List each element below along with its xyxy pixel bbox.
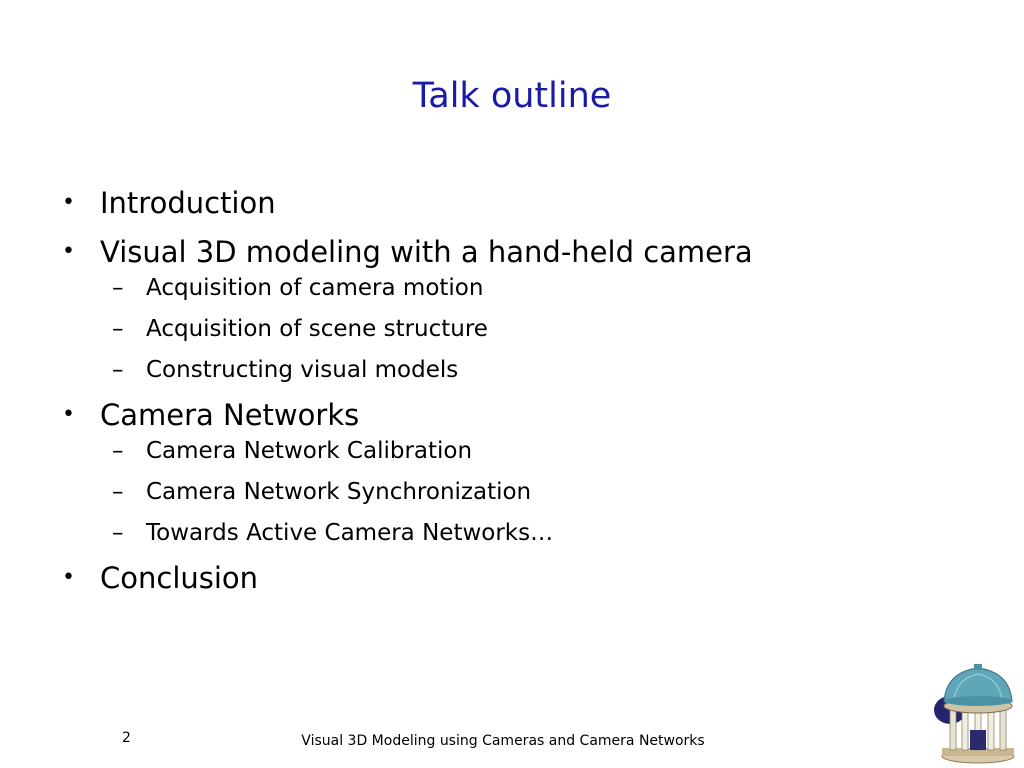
bullet-icon: • <box>62 239 75 264</box>
sub-item-label: Acquisition of scene structure <box>146 316 488 342</box>
sub-item-synchronization <box>100 477 978 507</box>
sub-item-label: Constructing visual models <box>146 357 459 383</box>
sub-item-label: Towards Active Camera Networks… <box>146 520 554 546</box>
sub-item-scene-structure <box>100 314 978 344</box>
bullet-icon: • <box>62 565 75 590</box>
outline-item-label: Visual 3D modeling with a hand-held camera <box>100 235 753 269</box>
dash-icon: – <box>112 316 124 342</box>
old-well-logo-icon <box>928 664 1020 764</box>
dash-icon: – <box>112 520 124 546</box>
sub-item-label: Camera Network Calibration <box>146 438 473 464</box>
page-number: 2 <box>122 730 131 746</box>
outline-item-camera-networks <box>58 396 978 548</box>
slide-title: Talk outline <box>412 76 612 116</box>
sub-list <box>100 273 978 385</box>
outline-item-label: Conclusion <box>100 561 259 595</box>
dash-icon: – <box>112 438 124 464</box>
outline-item-visual-3d-modeling <box>58 233 978 385</box>
bullet-icon: • <box>62 402 75 427</box>
bullet-icon: • <box>62 190 75 215</box>
sub-item-camera-motion <box>100 273 978 303</box>
sub-item-label: Acquisition of camera motion <box>146 275 484 301</box>
sub-item-active-networks <box>100 518 978 548</box>
dash-icon: – <box>112 275 124 301</box>
outline-item-label: Introduction <box>100 186 276 220</box>
dash-icon: – <box>112 357 124 383</box>
dash-icon: – <box>112 479 124 505</box>
outline-list <box>58 184 978 608</box>
footer-title: Visual 3D Modeling using Cameras and Camera Networks <box>301 733 705 749</box>
sub-item-visual-models <box>100 355 978 385</box>
sub-item-calibration <box>100 436 978 466</box>
outline-item-label: Camera Networks <box>100 398 360 432</box>
sub-item-label: Camera Network Synchronization <box>146 479 532 505</box>
outline-item-introduction <box>58 184 978 222</box>
sub-list <box>100 436 978 548</box>
outline-item-conclusion <box>58 559 978 597</box>
